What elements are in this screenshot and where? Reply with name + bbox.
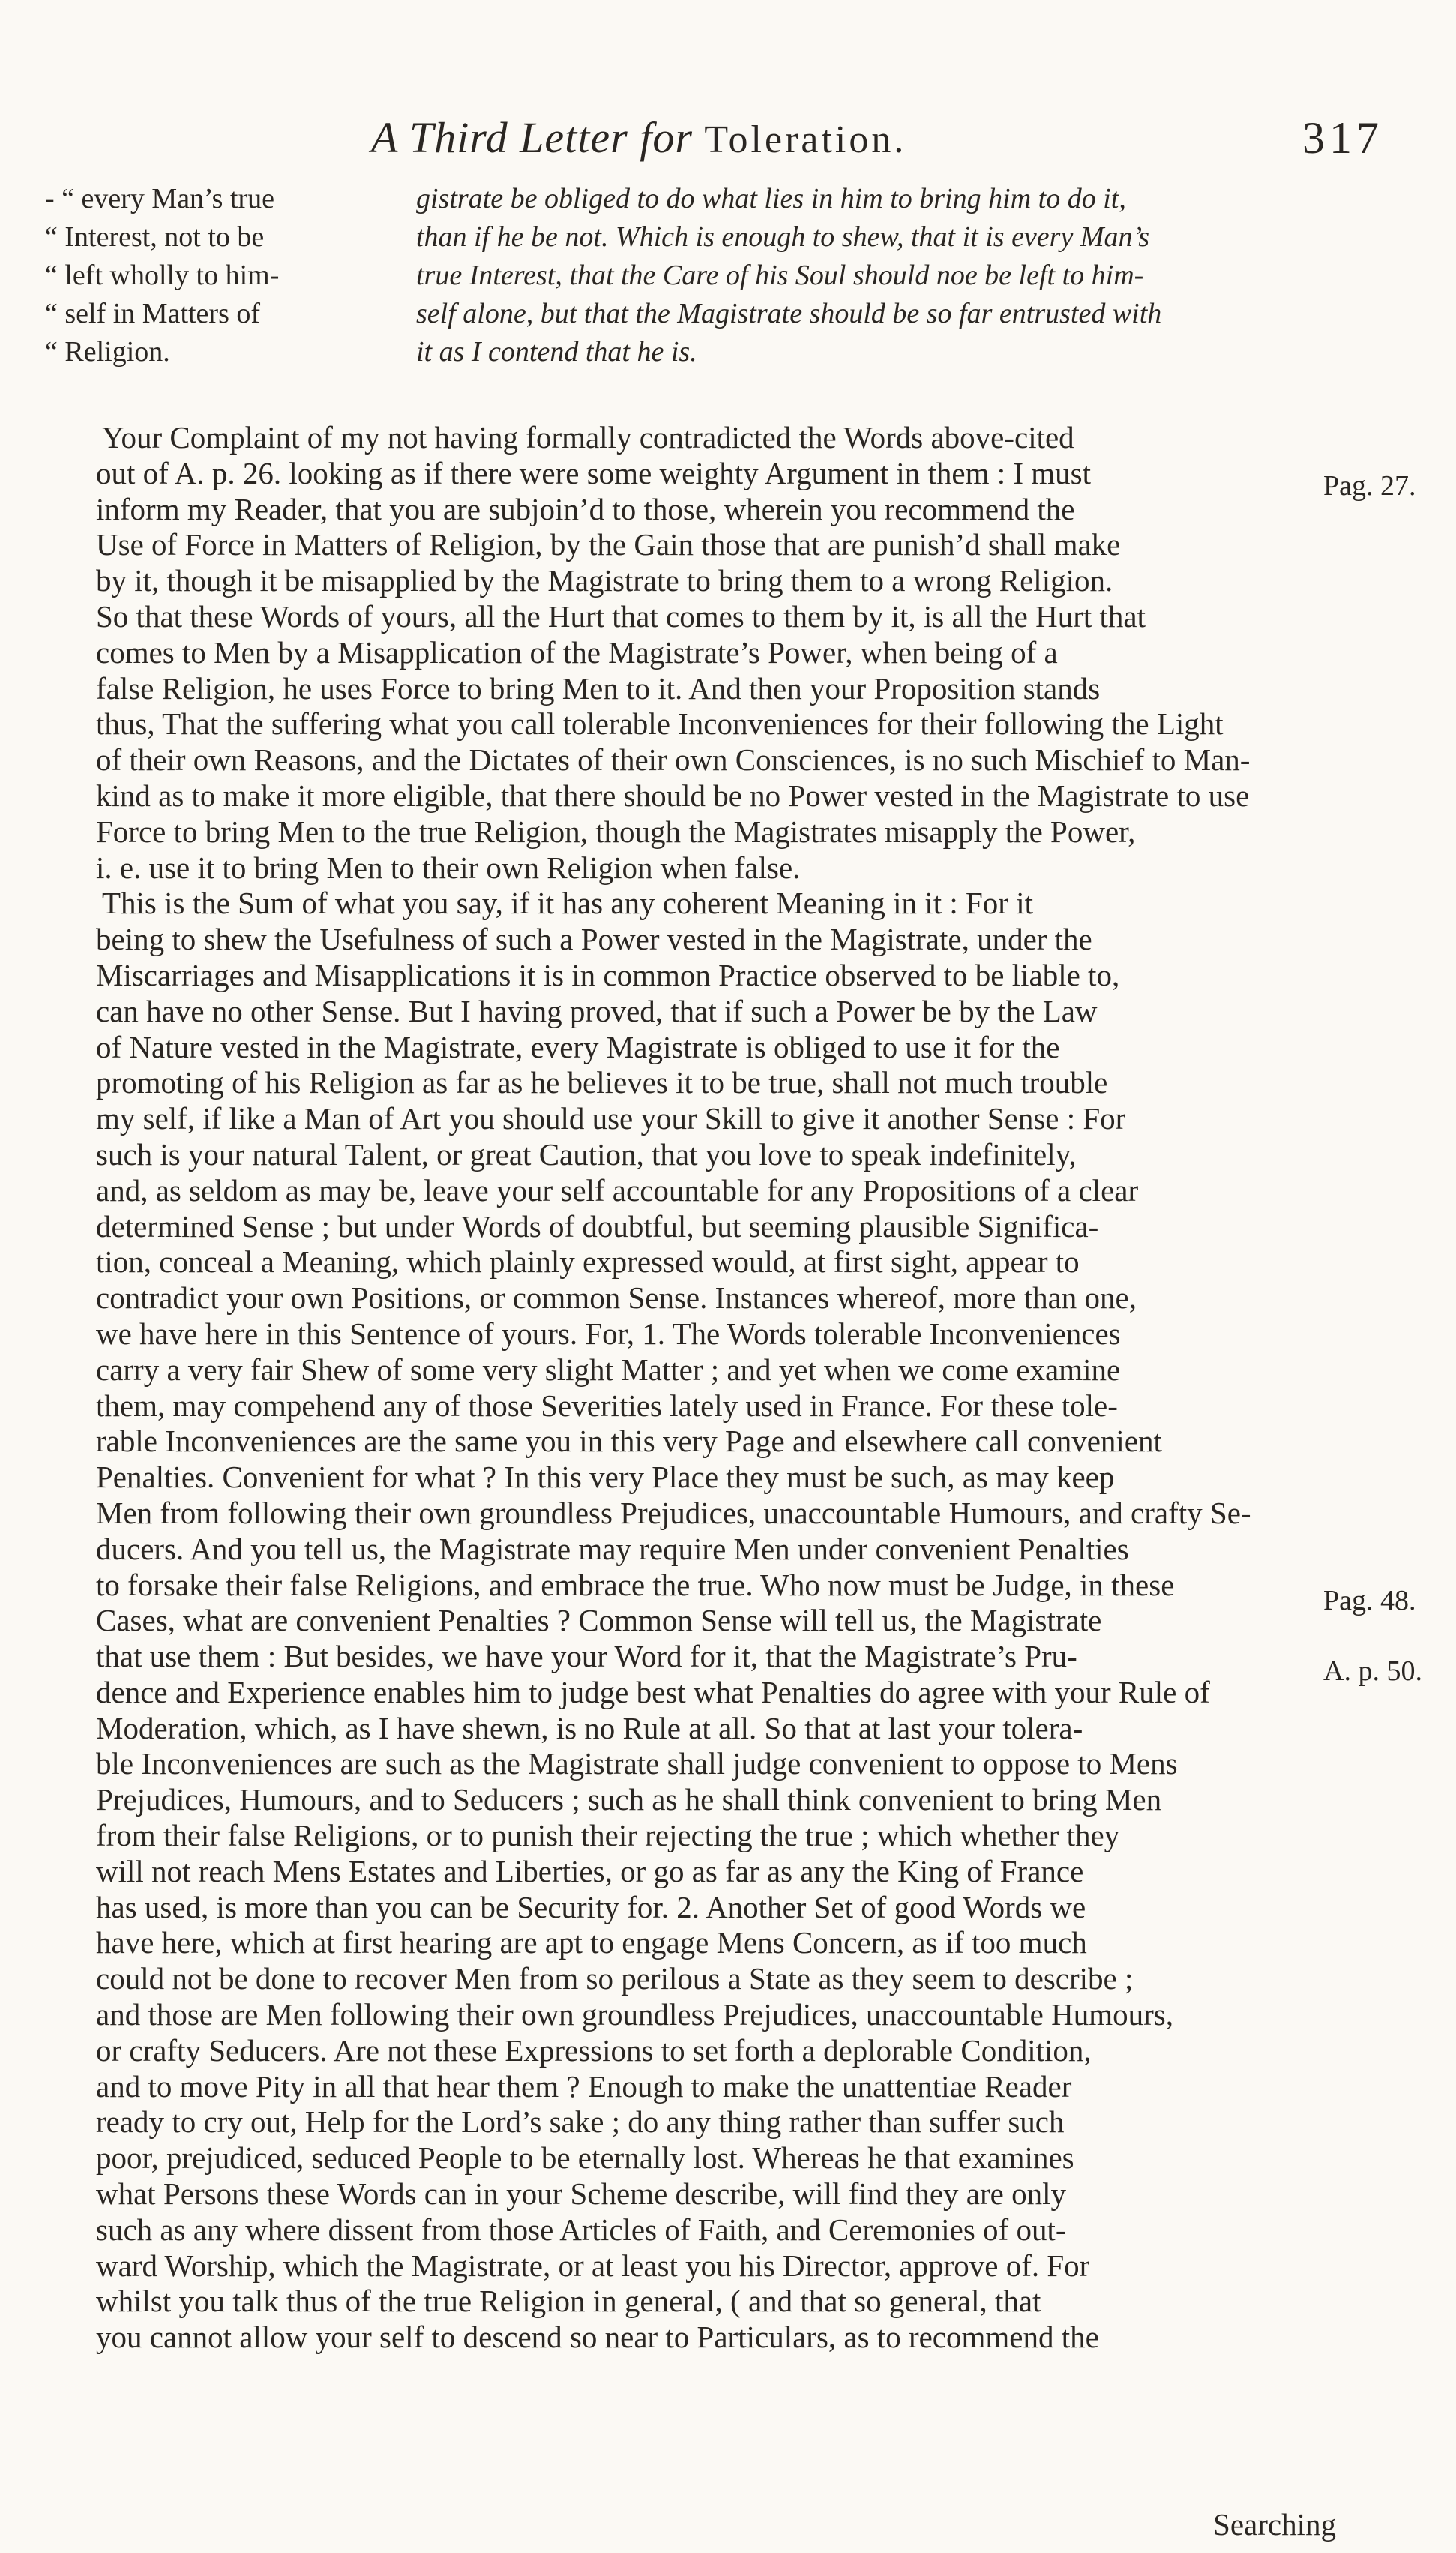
body-line: Penalties. Convenient for what ? In this very Place they must be such, as may keep (96, 1460, 1115, 1495)
body-line: Use of Force in Matters of Religion, by the Gain those that are punish’d shall make (96, 527, 1121, 562)
quote-left-column (45, 180, 390, 371)
quote-right-line: true Interest, that the Care of his Soul should noe be left to him- (416, 260, 1144, 291)
body-line: you cannot allow your self to descend so near to Particulars, as to recommend the (96, 2320, 1099, 2355)
quote-right-line: self alone, but that the Magistrate should be so far entrusted with (416, 298, 1162, 329)
body-line: ward Worship, which the Magistrate, or at least you his Director, approve of. For (96, 2248, 1090, 2283)
running-title-caps: Toleration. (704, 118, 907, 161)
margin-note-pag-48: Pag. 48. (1323, 1585, 1416, 1616)
body-line: can have no other Sense. But I having proved, that if such a Power be by the Law (96, 993, 1098, 1028)
body-line: kind as to make it more eligible, that there should be no Power vested in the Magistrate to use (96, 778, 1250, 813)
catchword: Searching (1213, 2507, 1336, 2542)
running-title-prefix: A Third Letter for (371, 113, 705, 162)
body-line: whilst you talk thus of the true Religion in general, ( and that so general, that (96, 2284, 1041, 2319)
body-line: out of A. p. 26. looking as if there were some weighty Argument in them : I must (96, 455, 1091, 490)
body-line: So that these Words of yours, all the Hurt that comes to them by it, is all the Hurt that (96, 598, 1146, 634)
quote-left-line: “ left wholly to him- (45, 260, 280, 291)
body-line: Men from following their own groundless Prejudices, unaccountable Humours, and crafty Se- (96, 1495, 1251, 1530)
body-line: and to move Pity in all that hear them ? Enough to make the unattentiae Reader (96, 2068, 1072, 2104)
body-line: determined Sense ; but under Words of doubtful, but seeming plausible Significa- (96, 1208, 1099, 1244)
body-line: that use them : But besides, we have your Word for it, that the Magistrate’s Pru- (96, 1639, 1077, 1674)
quote-left-line: “ Interest, not to be (45, 221, 265, 253)
body-line: by it, though it be misapplied by the Magistrate to bring them to a wrong Religion. (96, 563, 1113, 598)
body-line: or crafty Seducers. Are not these Expressions to set forth a deplorable Condition, (96, 2032, 1092, 2068)
body-line: comes to Men by a Misapplication of the Magistrate’s Power, when being of a (96, 634, 1058, 670)
body-line: inform my Reader, that you are subjoin’d to those, wherein you recommend the (96, 491, 1075, 526)
body-line: of Nature vested in the Magistrate, every Magistrate is obliged to use it for the (96, 1029, 1060, 1064)
body-line: from their false Religions, or to punish their rejecting the true ; which whether they (96, 1818, 1120, 1853)
quote-right-line: gistrate be obliged to do what lies in him to bring him to do it, (416, 183, 1126, 214)
body-line: dence and Experience enables him to judge best what Penalties do agree with your Rule of (96, 1674, 1210, 1709)
body-line: such as any where dissent from those Articles of Faith, and Ceremonies of out- (96, 2212, 1066, 2247)
body-line: Moderation, which, as I have shewn, is no Rule at all. So that at last your tolera- (96, 1710, 1083, 1745)
quote-right-line: it as I contend that he is. (416, 336, 697, 368)
body-line: to forsake their false Religions, and embrace the true. Who now must be Judge, in these (96, 1567, 1175, 1602)
body-line: Cases, what are convenient Penalties ? Common Sense will tell us, the Magistrate (96, 1603, 1102, 1638)
page-number: 317 (1302, 113, 1383, 163)
body-line: ducers. And you tell us, the Magistrate may require Men under convenient Penalties (96, 1531, 1129, 1566)
body-line: rable Inconveniences are the same you in this very Page and elsewhere call convenient (96, 1424, 1162, 1459)
body-line: we have here in this Sentence of yours. For, 1. The Words tolerable Inconveniences (96, 1316, 1121, 1351)
body-line: Prejudices, Humours, and to Seducers ; such as he shall think convenient to bring Men (96, 1782, 1162, 1817)
margin-note-pag-27: Pag. 27. (1323, 470, 1416, 502)
body-line: such is your natural Talent, or great Caution, that you love to speak indefinitely, (96, 1136, 1077, 1172)
body-line: what Persons these Words can in your Scheme describe, will find they are only (96, 2176, 1066, 2212)
body-line: Miscarriages and Misapplications it is in common Practice observed to be liable to, (96, 957, 1120, 992)
body-line: Force to bring Men to the true Religion, though the Magistrates misapply the Power, (96, 814, 1136, 849)
body-line: them, may compehend any of those Severities lately used in France. For these tole- (96, 1388, 1118, 1423)
body-line: thus, That the suffering what you call tolerable Inconveniences for their following the Light (96, 706, 1224, 742)
margin-note-a-p-50: A. p. 50. (1323, 1655, 1422, 1687)
body-line: and those are Men following their own groundless Prejudices, unaccountable Humours, (96, 1997, 1173, 2032)
body-line: i. e. use it to bring Men to their own Religion when false. (96, 850, 801, 885)
body-line: ble Inconveniences are such as the Magistrate shall judge convenient to oppose to Mens (96, 1746, 1178, 1781)
body-line: tion, conceal a Meaning, which plainly expressed would, at first sight, appear to (96, 1244, 1080, 1280)
body-line: promoting of his Religion as far as he believes it to be true, shall not much trouble (96, 1065, 1108, 1100)
quote-left-line: “ self in Matters of (45, 298, 261, 329)
body-line: being to shew the Usefulness of such a Power vested in the Magistrate, under the (96, 922, 1092, 957)
quote-right-line: than if he be not. Which is enough to shew, that it is every Man’s (416, 221, 1150, 253)
body-line: false Religion, he uses Force to bring Men to it. And then your Proposition stands (96, 670, 1101, 706)
body-line: has used, is more than you can be Security for. 2. Another Set of good Words we (96, 1889, 1086, 1924)
body-text (96, 420, 1303, 2356)
body-line: of their own Reasons, and the Dictates of their own Consciences, is no such Mischief to Man- (96, 742, 1251, 778)
body-line: This is the Sum of what you say, if it has any coherent Meaning in it : For it (102, 886, 1033, 921)
running-title (371, 112, 906, 163)
body-line: ready to cry out, Help for the Lord’s sake ; do any thing rather than suffer such (96, 2104, 1065, 2140)
body-line: and, as seldom as may be, leave your self accountable for any Propositions of a clear (96, 1172, 1139, 1208)
quote-left-line: - “ every Man’s true (45, 183, 274, 214)
body-line: Your Complaint of my not having formally contradicted the Words above-cited (102, 420, 1074, 454)
quote-left-line: “ Religion. (45, 336, 170, 368)
body-line: could not be done to recover Men from so perilous a State as they seem to describe ; (96, 1961, 1134, 1996)
page-header (371, 112, 1383, 172)
body-line: poor, prejudiced, seduced People to be eternally lost. Whereas he that examines (96, 2140, 1074, 2176)
body-line: carry a very fair Shew of some very slight Matter ; and yet when we come examine (96, 1352, 1121, 1387)
body-line: my self, if like a Man of Art you should use your Skill to give it another Sense : For (96, 1101, 1126, 1136)
quote-right-column (416, 180, 1323, 371)
body-line: contradict your own Positions, or common Sense. Instances whereof, more than one, (96, 1280, 1137, 1316)
body-line: have here, which at first hearing are apt to engage Mens Concern, as if too much (96, 1925, 1087, 1960)
body-line: will not reach Mens Estates and Liberties, or go as far as any the King of France (96, 1853, 1084, 1888)
